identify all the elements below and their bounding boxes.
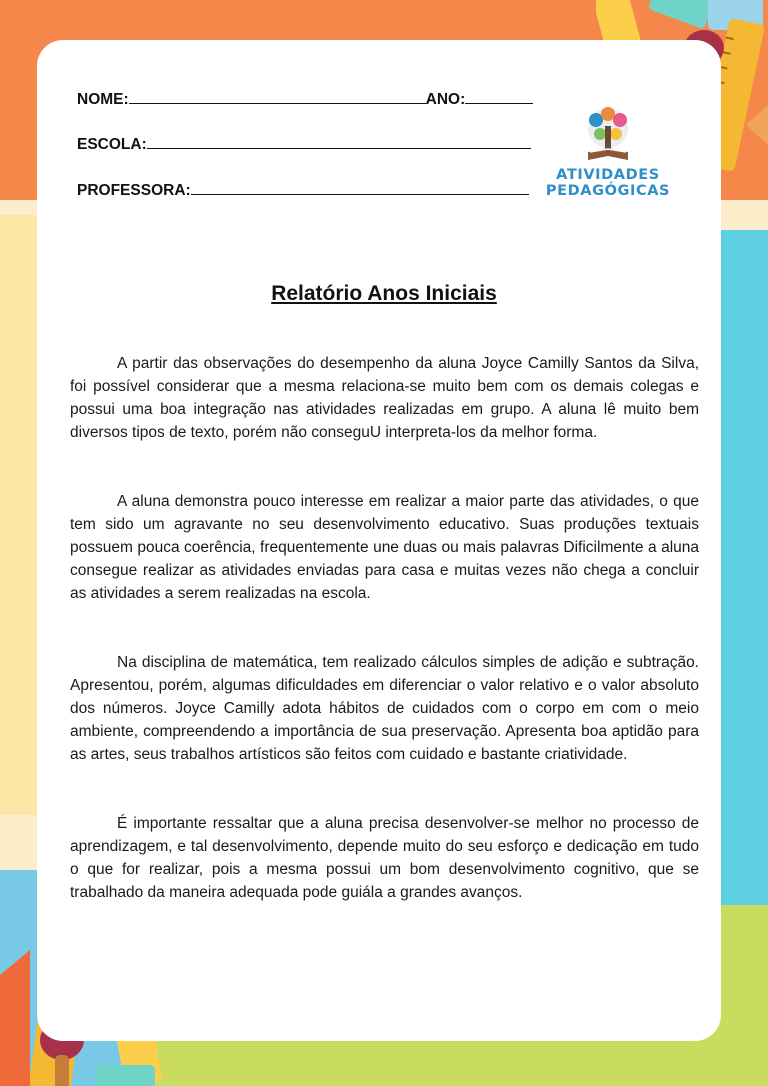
professora-field[interactable] — [77, 179, 529, 200]
escola-label: ESCOLA: — [77, 136, 147, 153]
page-title: Relatório Anos Iniciais — [271, 282, 497, 305]
ano-label: ANO: — [425, 91, 466, 108]
report-paragraph-2: A aluna demonstra pouco interesse em realizar a maior parte das atividades, o que tem sido um agravante no seu desenvolvimento educativo. Suas produções textuais possuem pouca coerência, frequentemente une duas ou mais palavras Dificilmente a aluna consegue realizar as atividades enviadas para casa e muitas vezes não chega a concluir as atividades a serem realizadas na escola. — [70, 493, 699, 602]
professora-line[interactable] — [191, 179, 529, 195]
report-paragraph-4: É importante ressaltar que a aluna precisa desenvolver-se melhor no processo de aprendizagem, e tal desenvolvimento, depende muito do seu esforço e dedicação em tudo o que for realizar, pois a mesma possui um bom desenvolvimento cognitivo, que se trabalhado da maneira adequada pode guiála a grandes avanços. — [70, 815, 699, 901]
logo-line1: ATIVIDADES — [556, 167, 660, 183]
nome-line[interactable] — [129, 88, 426, 104]
report-paragraph-3: Na disciplina de matemática, tem realizado cálculos simples de adição e subtração. Apresentou, porém, algumas dificuldades em diferenciar o valor relativo e o valor absoluto dos números. Joyce Camilly adota hábitos de cuidados com o corpo em com o meio ambiente, compreendendo a importância de sua preservação. Apresenta boa aptidão para as artes, seus trabalhos artísticos são feitos com cuidado e bastante criatividade. — [70, 654, 699, 763]
report-paragraph-1: A partir das observações do desempenho da aluna Joyce Camilly Santos da Silva, foi possível considerar que a mesma relaciona-se muito bem com os demais colegas e possui uma boa integração nas atividades realizadas em grupo. A aluna lê muito bem diversos tipos de texto, porém não conseguU interpreta-los da melhor forma. — [70, 355, 699, 441]
escola-field[interactable] — [77, 133, 531, 154]
escola-line[interactable] — [147, 133, 531, 149]
logo-line2: PEDAGÓGICAS — [545, 183, 671, 199]
atividades-pedagogicas-logo — [541, 104, 675, 200]
nome-field[interactable] — [77, 88, 533, 109]
professora-label: PROFESSORA: — [77, 182, 191, 199]
book-tree-icon — [578, 104, 638, 164]
ano-line[interactable] — [465, 88, 533, 104]
nome-label: NOME: — [77, 91, 129, 108]
